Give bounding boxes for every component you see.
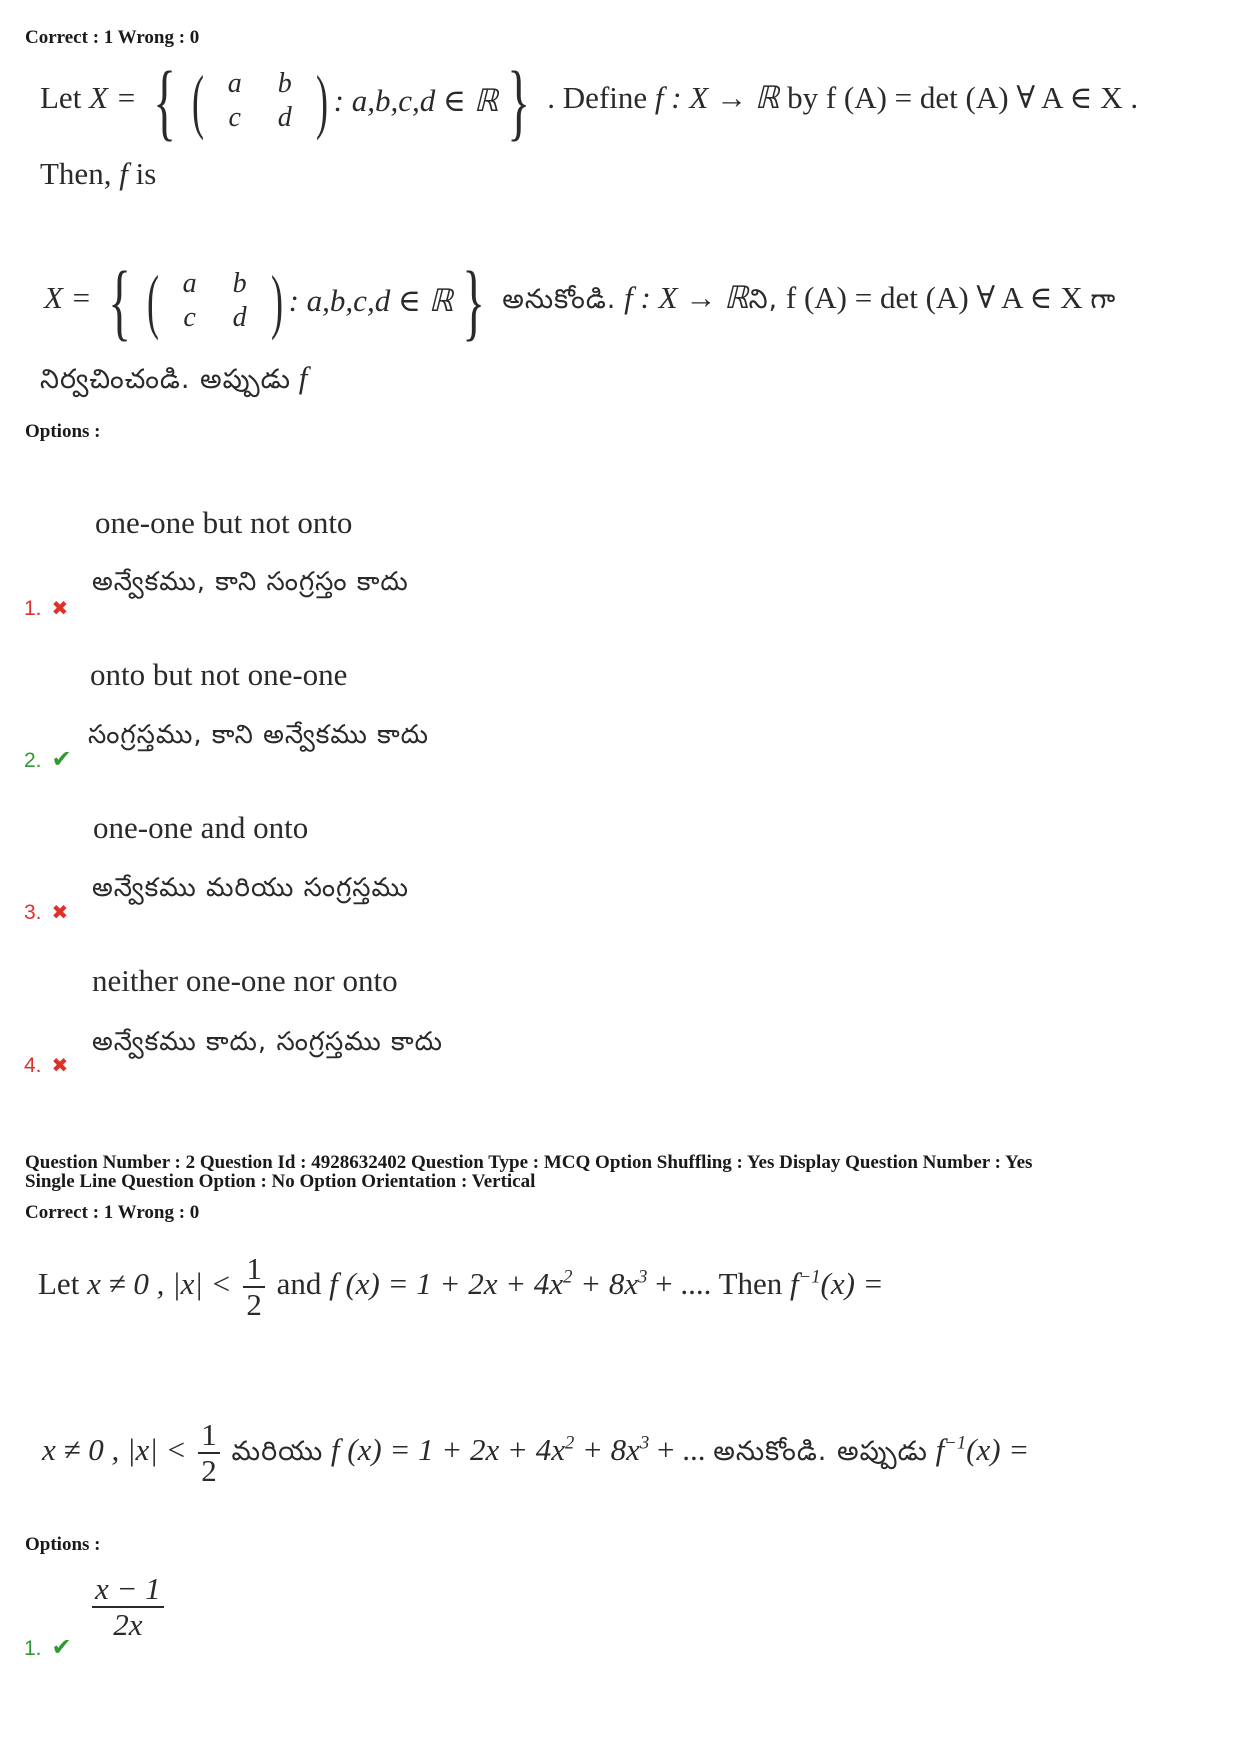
series-tail: + .... Then (647, 1266, 783, 1302)
q1-f: f (119, 156, 128, 191)
finv-power: −1 (798, 1266, 821, 1288)
finv-f: f (790, 1266, 799, 1302)
set-condition: : a,b,c,d ∈ ℝ (333, 83, 499, 118)
q1-option-3[interactable] (24, 900, 68, 925)
power-3: 3 (638, 1266, 648, 1288)
q1-set-te: { ( a b c d ) : a,b,c,d ∈ ℝ } (108, 253, 486, 349)
option-number: 3. (24, 901, 42, 924)
correct-check-icon: ✔ (51, 746, 72, 773)
q2-option-1-expr (88, 1572, 168, 1642)
fraction-numerator: 1 (243, 1252, 265, 1288)
q2-statement-te (42, 1418, 1029, 1488)
q1-te-define-then: నిర్వచించండి. అప్పుడు (40, 364, 291, 395)
matrix-c: c (228, 102, 241, 133)
q1-option-1-en: one-one but not onto (95, 505, 353, 540)
q1-option-2-en: onto but not one-one (90, 657, 348, 692)
q1-option-1[interactable] (24, 596, 68, 621)
q2-cond: x ≠ 0 , (87, 1266, 165, 1302)
power-2: 2 (564, 1432, 575, 1454)
matrix-d: d (277, 102, 292, 133)
q1-option-3-te: అన్వేకము మరియు సంగ్రస్తము (92, 873, 409, 903)
q2-te-finv (936, 1432, 1030, 1467)
q2-option-1-fraction (92, 1572, 164, 1642)
q1-option-2[interactable] (24, 745, 72, 774)
q1-option-3-en: one-one and onto (93, 810, 309, 845)
q1-option-4[interactable] (24, 1053, 68, 1078)
fraction-numerator: x − 1 (92, 1572, 164, 1608)
finv-rest: (x) = (820, 1266, 884, 1302)
finv-f: f (935, 1432, 945, 1468)
series-head: f (x) = 1 + 2x + 4x (330, 1432, 565, 1468)
q1-option-1-te: అన్వేకము, కాని సంగ్రస్తం కాదు (92, 567, 409, 597)
series-mid: + 8x (572, 1266, 639, 1302)
q2-let: Let (38, 1266, 80, 1302)
q2-te-absx: |x| < (127, 1432, 187, 1468)
series-head: f (x) = 1 + 2x + 4x (329, 1266, 564, 1302)
q1-define: . Define (547, 80, 648, 116)
q2-finv (790, 1266, 884, 1301)
q1-correct-wrong: Correct : 1 Wrong : 0 (25, 27, 200, 48)
q2-correct-wrong: Correct : 1 Wrong : 0 (25, 1202, 200, 1223)
q2-te-mariyu: మరియు (231, 1436, 324, 1468)
wrong-cross-icon: ✖ (51, 1055, 69, 1077)
q1-statement-te (44, 253, 1117, 349)
wrong-cross-icon: ✖ (51, 598, 69, 620)
correct-check-icon: ✔ (51, 1634, 72, 1661)
q2-te-cond: x ≠ 0 , (42, 1432, 120, 1468)
q1-statement-en (40, 53, 1139, 149)
q1-option-4-en: neither one-one nor onto (92, 963, 398, 998)
q1-is: is (135, 156, 157, 191)
q1-te-f: f (298, 360, 308, 395)
q2-half-fraction (243, 1252, 265, 1322)
q2-meta-line2: Single Line Question Option : No Option Orientation : Vertical (25, 1171, 536, 1192)
q2-statement-en (38, 1252, 884, 1322)
q2-te-half-fraction (198, 1418, 220, 1488)
q1-te-f-def: f (A) = det (A) ∀ A ∈ X (785, 280, 1083, 316)
q1-option-4-te: అన్వేకము కాదు, సంగ్రస్తము కాదు (92, 1027, 443, 1057)
q1-options-label: Options : (25, 421, 101, 442)
q1-then: Then, (40, 156, 112, 191)
set-condition: : a,b,c,d ∈ ℝ (288, 283, 454, 318)
fraction-numerator: 1 (198, 1418, 220, 1454)
power-3: 3 (639, 1432, 650, 1454)
q1-te-f-map: f : X → ℝ (624, 280, 749, 316)
q2-te-anukondi: అనుకోండి. అప్పుడు (713, 1436, 928, 1468)
q2-meta-line1: Question Number : 2 Question Id : 4928632402 Question Type : MCQ Option Shuffling : Yes Display Question Number : Yes (25, 1152, 1033, 1173)
matrix-c: c (183, 302, 196, 333)
q2-options-label: Options : (25, 1534, 101, 1555)
matrix-d: d (232, 302, 247, 333)
matrix-a: a (182, 268, 197, 299)
q1-te-x-eq: X = (44, 280, 92, 316)
q1-te-ga: గా (1090, 284, 1117, 316)
series-mid: + 8x (574, 1432, 640, 1468)
fraction-denominator: 2 (246, 1287, 262, 1323)
finv-power: −1 (944, 1432, 967, 1454)
wrong-cross-icon: ✖ (51, 902, 69, 924)
q2-series (329, 1266, 647, 1301)
q1-te-ni: ని, (748, 284, 779, 316)
fraction-denominator: 2 (201, 1453, 217, 1489)
power-2: 2 (563, 1266, 573, 1288)
option-number: 1. (24, 597, 42, 620)
q1-f-def: f (A) = det (A) ∀ A ∈ X . (825, 80, 1139, 116)
q1-let: Let (40, 80, 82, 116)
matrix-b: b (277, 68, 292, 99)
q2-absx: |x| < (172, 1266, 232, 1302)
q1-then-line (40, 156, 156, 192)
option-number: 2. (24, 749, 42, 772)
matrix-a: a (227, 68, 242, 99)
q1-option-2-te: సంగ్రస్తము, కాని అన్వేకము కాదు (88, 720, 430, 750)
q1-te-line2 (40, 360, 307, 402)
q1-te-anukondi: అనుకోండి. (502, 284, 617, 316)
q1-x-eq: X = (89, 80, 137, 116)
q1-f-map: f : X → ℝ (654, 80, 780, 116)
q2-and: and (276, 1266, 322, 1302)
fraction-denominator: 2x (113, 1607, 143, 1643)
matrix-b: b (232, 268, 247, 299)
q1-by: by (787, 80, 819, 116)
q2-option-1[interactable] (24, 1633, 72, 1662)
q1-set-en: { ( a b c d ) : a,b,c,d ∈ ℝ } (153, 53, 531, 149)
series-tail: + ... (649, 1432, 706, 1468)
finv-rest: (x) = (966, 1432, 1030, 1468)
option-number: 1. (24, 1637, 42, 1660)
option-number: 4. (24, 1054, 42, 1077)
q2-te-series (331, 1432, 649, 1467)
